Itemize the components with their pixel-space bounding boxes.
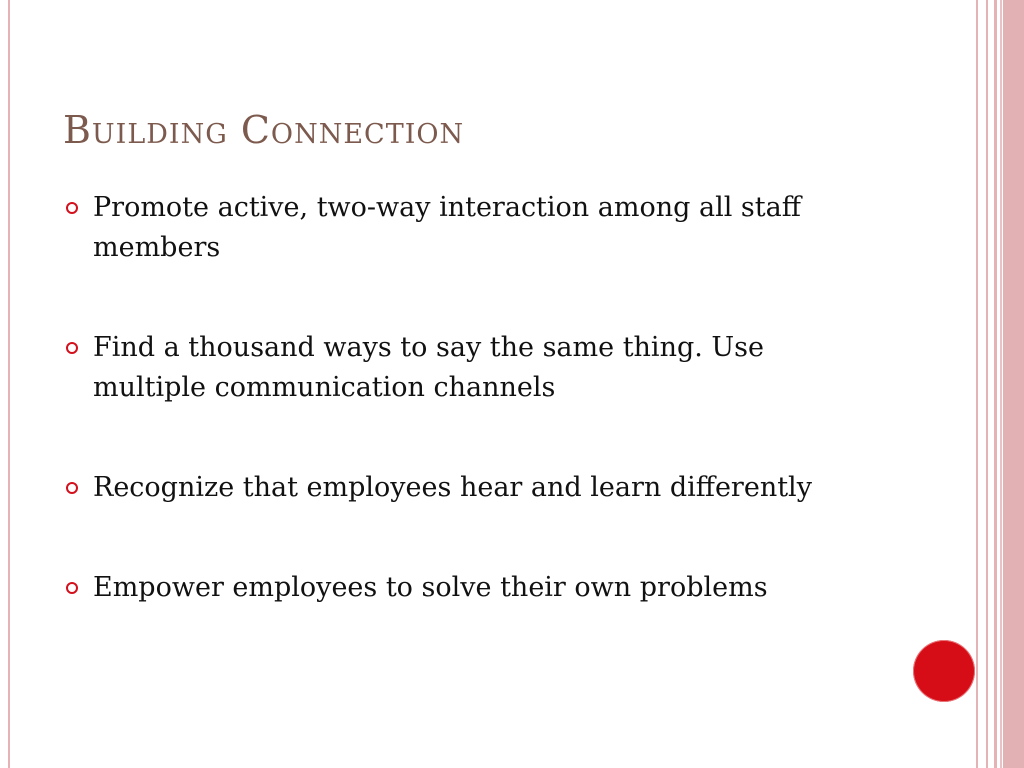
stripe-line [994, 0, 997, 768]
bullet-text: Promote active, two-way interaction among all staff members [93, 192, 801, 263]
decorative-red-circle [913, 640, 975, 702]
bullet-text: Find a thousand ways to say the same thing. Use multiple communication channels [93, 332, 764, 403]
left-border-rule [8, 0, 10, 768]
stripe-band [1003, 0, 1024, 768]
slide-title: Building Connection [63, 108, 465, 152]
stripe-line [976, 0, 978, 768]
bullet-circle-icon [66, 482, 78, 494]
stripe-line [986, 0, 988, 768]
bullet-text: Recognize that employees hear and learn differently [93, 472, 812, 503]
bullet-list [64, 188, 884, 668]
bullet-text: Empower employees to solve their own problems [93, 572, 768, 603]
bullet-item [64, 468, 884, 508]
bullet-circle-icon [66, 202, 78, 214]
bullet-circle-icon [66, 582, 78, 594]
stripe-line [1000, 0, 1002, 768]
bullet-item [64, 568, 884, 608]
right-decorative-stripes [976, 0, 1024, 768]
bullet-item [64, 328, 884, 408]
bullet-item [64, 188, 884, 268]
bullet-circle-icon [66, 342, 78, 354]
